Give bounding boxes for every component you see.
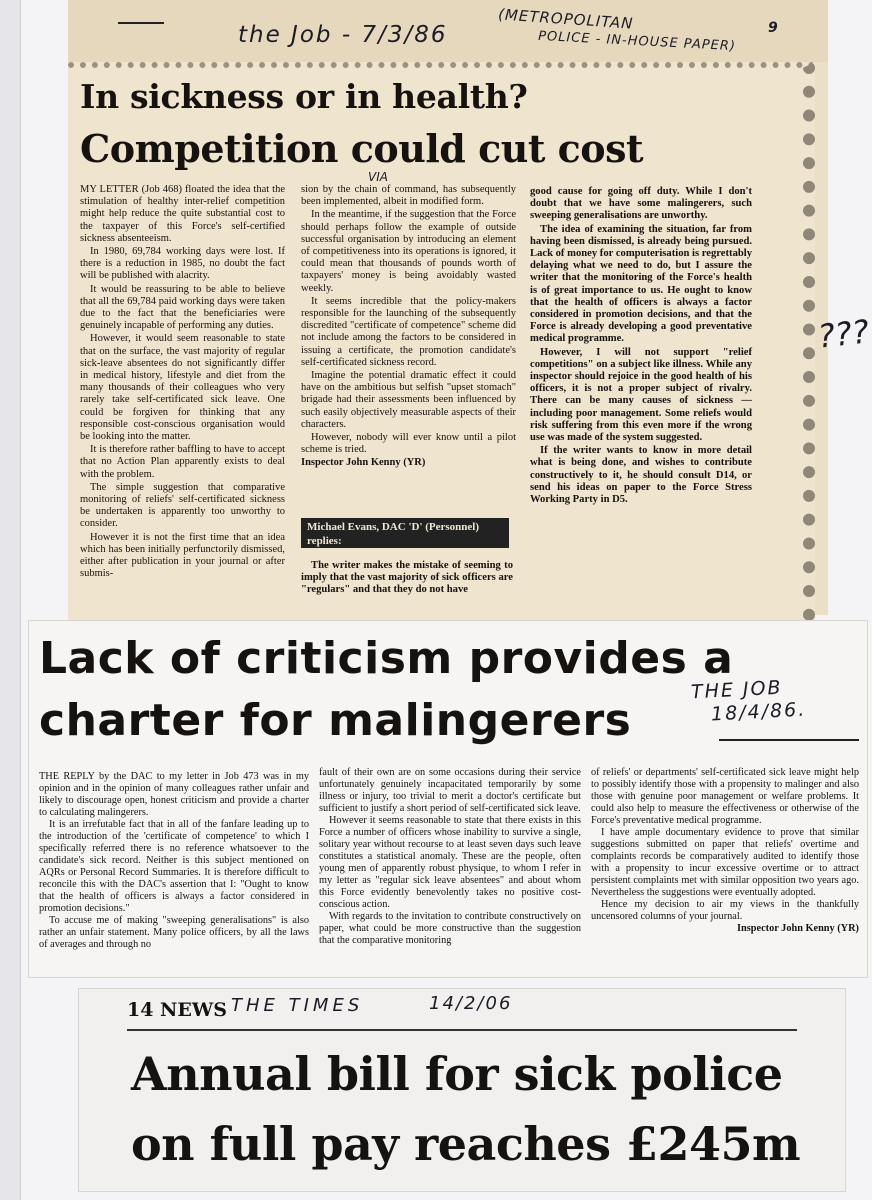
signature: Inspector John Kenny (YR) [301,457,426,469]
paragraph: of reliefs' or departments' self-certificated sick leave might help to possibly identify those with a propensity to malinger and also those with genuine poor management or welfare problems. It could also help to measure the effectiveness or otherwise of the Force's preventative medical programme. [591,767,859,826]
paragraph: It would be reassuring to be able to believe that all the 69,784 paid working days were taken due to the fact that the beneficiaries were genuinely incapable of performing any duties. [80,283,285,332]
headline-line-2: Competition could cut cost [80,126,644,171]
paragraph: The simple suggestion that comparative monitoring of reliefs' self-certificated sickness be undertaken is apparently too unworthy to consider. [80,481,285,530]
paragraph: The idea of examining the situation, far from having been dismissed, is already being pursued. Lack of money for computerisation is regrettably delaying what we need to do, but I assure the writer that the monitoring of the Force's health is of great importance to us. He ought to know that the health of officers is always a factor considered in promotion decisions, and that the Force is already developing a good preventative medical programme. [530,223,752,345]
handwritten-question-marks: ??? [816,312,871,356]
signature: Inspector John Kenny (YR) [737,923,859,934]
article-column-1 [80,184,285,582]
paragraph: If the writer wants to know in more detail what is being done, and wishes to contribute constructively to it, he should consult D14, or send his ideas on paper to the Force Stress Working Party in D5. [530,445,752,506]
reply-heading-box: Michael Evans, DAC 'D' (Personnel) replies: [301,518,509,548]
paragraph: I have ample documentary evidence to prove that similar suggestions submitted on paper that reliefs' overtime and complaints records be comparatively audited to identify those with a propensity to incur excessive overtime or to attract persistent complaints met with similar opposition two years ago. Nevertheless the suggestions were eventually adopted. [591,827,859,898]
paragraph: Hence my decision to air my views in the thankfully uncensored columns of your journal. [591,899,859,922]
clipping-the-times-2006 [78,988,846,1192]
clipping-the-job-1986-april [28,620,868,978]
article-column-2 [301,184,516,471]
paragraph: With regards to the invitation to contribute constructively on paper, what could be more constructive than the suggestion that the comparative monitoring [319,911,581,946]
headline-line-1: Annual bill for sick police [131,1047,783,1101]
headline-line-2: on full pay reaches £245m [131,1117,801,1171]
section-rule [127,1029,797,1031]
page-number: 9 [768,20,778,36]
article-column-1 [39,771,309,951]
handwritten-date-note: 14/2/06 [429,993,513,1014]
section-label: 14 NEWS [127,999,227,1021]
handwritten-source-note: the Job - 7/3/86 [238,22,448,48]
page-edge [0,0,20,1200]
paragraph: Imagine the potential dramatic effect it could have on the ambitious but selfish "upset stomach" brigade had their assessments been influenced by such easily objectively measurable aspects of their characters. [301,370,516,430]
paragraph: However it seems reasonable to state that there exists in this Force a number of officers whose inability to survive a single, solitary year without recourse to at least seven days such leave constitutes a statistical anomaly. These are the people, often young men of apparently robust physique, to whom I refer in my letter as "regular sick leave absentees" and about whom this Force evidently benevolently takes no positive cost-conscious action. [319,815,581,910]
paragraph: fault of their own are on some occasions during their service unfortunately genuinely incapacitated temporarily by some illness or injury, too trivial to merit a doctor's certificate but sufficient to justify a short period of self-certificated sick leave. [319,767,581,814]
paragraph: good cause for going off duty. While I don't doubt that we have some malingerers, such sweeping generalisations are unworthy. [530,186,752,222]
article-column-3 [530,186,752,507]
handwritten-via-annotation: VIA [368,170,388,184]
paragraph: To accuse me of making "sweeping generalisations" is also rather an unfair statement. Many police officers, by all the laws of averages and through no [39,915,309,950]
handwritten-underline [719,739,859,741]
paragraph: However, it would seem reasonable to state that on the surface, the vast majority of regular sick-leave absentees do not significantly differ in medical history, lifestyle and diet from the many thousands of their colleagues who very rarely take self-certificated sick leave. One could be forgiven for thinking that any responsible cost-conscious organisation would be looking into the matter. [80,333,285,443]
handwritten-date-note: 18/4/86. [710,698,807,726]
paragraph: In the meantime, if the suggestion that the Force should perhaps follow the example of outside successful organisation by introducing an element of competitiveness into its operations is ignored, it could mean that thousands of pounds worth of taxpayers' money is being avoidably wasted weekly. [301,209,516,294]
paragraph: In 1980, 69,784 working days were lost. If there is a reduction in 1985, no doubt the fact will be published with alacrity. [80,246,285,282]
reply-column-start [301,560,513,598]
paragraph: It seems incredible that the policy-makers responsible for the launching of the subsequently discredited "certificate of competence" scheme did not include among the factors to be considered in issuing a certificate, the promotion candidate's self-certificated sickness record. [301,295,516,368]
headline-line-1: Lack of criticism provides a [39,633,734,684]
paragraph: sion by the chain of command, has subsequently been implemented, albeit in modified form. [301,184,516,208]
paragraph: MY LETTER (Job 468) floated the idea that the stimulation of healthy inter-relief competition might help reduce the quite substantial cost to the taxpayer of this Force's self-certified sickness absenteeism. [80,184,285,244]
handwritten-dash [118,22,164,24]
clipping-the-job-1986-march [68,0,871,615]
handwritten-source-note: THE TIMES [231,995,364,1016]
handwritten-publisher-note-2: POLICE - IN-HOUSE PAPER) [537,28,737,55]
paragraph: It is therefore rather baffling to have to accept that no Action Plan apparently exists to deal with the problem. [80,444,285,480]
handwritten-source-note: THE JOB [690,676,784,704]
headline-line-2: charter for malingerers [39,695,632,746]
paragraph: THE REPLY by the DAC to my letter in Job 473 was in my opinion and in the opinion of many colleagues rather unfair and likely to discourage open, honest criticism and provide a charter to calculating malingerers. [39,771,309,818]
article-column-2 [319,767,581,947]
page-edge-line [20,0,21,1200]
headline-line-1: In sickness or in health? [80,77,528,116]
paragraph: However it is not the first time that an idea which has been initially perfunctorily dismissed, either after publication in your journal or after submis- [80,531,285,580]
paragraph: It is an irrefutable fact that in all of the fanfare leading up to the introduction of the 'certificate of competence' to which I specifically referred there is no reference whatsoever to the candidate's sick record. Neither is this subject mentioned on AQRs or Personal Record Summaries. It is therefore difficult to reconcile this with the DAC's assertion that I: "Ought to know that the health of officers is always a factor considered in promotion decisions." [39,819,309,914]
paragraph: However, I will not support "relief competitions" on a subject like illness. While any inspector should rejoice in the good health of his officers, it is not a proper subject of rivalry. There can be many causes of sickness — including poor management. Some reliefs would risk suffering from this even more if the wrong use was made of the system suggested. [530,346,752,444]
article-column-3 [591,767,859,935]
paragraph: However, nobody will ever know until a pilot scheme is tried. [301,432,516,456]
handwritten-publisher-note-1: (METROPOLITAN [497,5,635,33]
paragraph: The writer makes the mistake of seeming to imply that the vast majority of sick officers are "regulars" and that they do not have [301,560,513,596]
